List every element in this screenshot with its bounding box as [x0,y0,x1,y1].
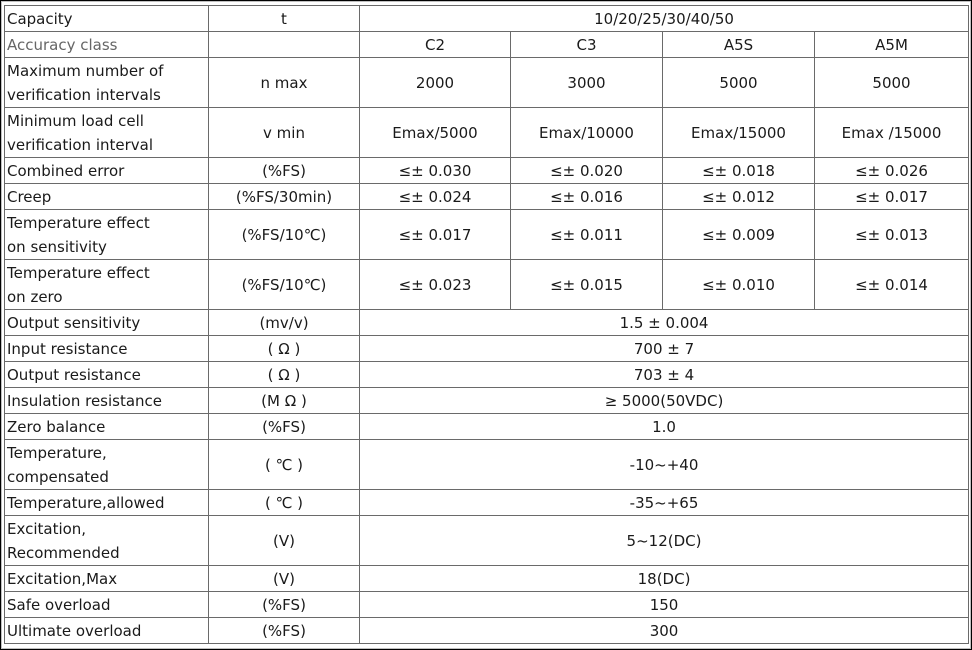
spec-row-value: 700 ± 7 [360,336,969,362]
label-line: Temperature effect [7,213,150,232]
spec-row-unit: (V) [209,516,360,566]
label-line: on zero [7,287,63,306]
label-line: Excitation, [7,519,87,538]
label-line: Output resistance [7,365,141,384]
label-line: Temperature effect [7,263,150,282]
capacity-row [5,6,969,32]
spec-row-value: ≤± 0.023 [360,260,511,310]
spec-row-value: ≥ 5000(50VDC) [360,388,969,414]
spec-row-value: Emax/10000 [511,108,663,158]
spec-row-unit: (%FS) [209,414,360,440]
spec-row-value: ≤± 0.017 [815,184,969,210]
spec-row-value: 2000 [360,58,511,108]
spec-row-label [5,210,209,260]
spec-row-value: 300 [360,618,969,644]
spec-row [5,108,969,158]
spec-row-label [5,618,209,644]
label-line: Output sensitivity [7,313,141,332]
label-line: verification interval [7,135,154,154]
spec-row-label [5,310,209,336]
load-cell-spec-table [4,5,969,644]
spec-row-value: ≤± 0.010 [663,260,815,310]
spec-row-label [5,336,209,362]
spec-row-label [5,516,209,566]
spec-row-label [5,362,209,388]
spec-row-unit: ( Ω ) [209,336,360,362]
spec-row-unit: ( Ω ) [209,362,360,388]
spec-row-value: ≤± 0.026 [815,158,969,184]
accuracy-class-a5m: A5M [815,32,969,58]
spec-row-unit: v min [209,108,360,158]
accuracy-class-unit [209,32,360,58]
label-line: compensated [7,467,109,486]
spec-row-label [5,158,209,184]
spec-row-value: 150 [360,592,969,618]
spec-row [5,440,969,490]
spec-row [5,58,969,108]
spec-row-value: 1.0 [360,414,969,440]
spec-row [5,310,969,336]
spec-row-unit: (%FS) [209,618,360,644]
spec-table-body [5,6,969,644]
spec-row-unit: (M Ω ) [209,388,360,414]
accuracy-class-c2: C2 [360,32,511,58]
spec-row-label [5,388,209,414]
spec-row-value: 5~12(DC) [360,516,969,566]
spec-row-value: ≤± 0.012 [663,184,815,210]
spec-row-label [5,566,209,592]
label-line: Excitation,Max [7,569,118,588]
spec-row [5,210,969,260]
accuracy-class-label: Accuracy class [5,32,209,58]
spec-row-unit: (%FS) [209,592,360,618]
spec-row-value: ≤± 0.024 [360,184,511,210]
spec-row [5,388,969,414]
spec-row-value: Emax /15000 [815,108,969,158]
spec-row [5,260,969,310]
accuracy-class-c3: C3 [511,32,663,58]
spec-row-unit: (%FS/30min) [209,184,360,210]
spec-row-label [5,58,209,108]
label-line: Combined error [7,161,125,180]
spec-row-unit: (%FS/10℃) [209,260,360,310]
spec-row-value: ≤± 0.015 [511,260,663,310]
spec-row [5,336,969,362]
label-line: Maximum number of [7,61,164,80]
label-line: Ultimate overload [7,621,142,640]
spec-row-value: 5000 [663,58,815,108]
spec-row-unit: ( ℃ ) [209,490,360,516]
spec-row-value: ≤± 0.030 [360,158,511,184]
spec-row-label [5,490,209,516]
spec-row [5,362,969,388]
spec-row-value: Emax/5000 [360,108,511,158]
label-line: Recommended [7,543,120,562]
spec-row [5,184,969,210]
spec-row-unit: (V) [209,566,360,592]
spec-row [5,592,969,618]
spec-row-value: -35~+65 [360,490,969,516]
spec-row [5,490,969,516]
spec-row-value: 18(DC) [360,566,969,592]
capacity-label: Capacity [5,6,209,32]
spec-row-label [5,260,209,310]
capacity-value: 10/20/25/30/40/50 [360,6,969,32]
spec-row-value: 1.5 ± 0.004 [360,310,969,336]
spec-row [5,414,969,440]
spec-row-label [5,440,209,490]
spec-row-value: ≤± 0.017 [360,210,511,260]
label-line: Input resistance [7,339,128,358]
spec-row-label [5,108,209,158]
label-line: Safe overload [7,595,111,614]
label-line: on sensitivity [7,237,107,256]
spec-row-value: ≤± 0.014 [815,260,969,310]
spec-row-unit: (mv/v) [209,310,360,336]
spec-row-value: ≤± 0.016 [511,184,663,210]
spec-row-value: ≤± 0.018 [663,158,815,184]
spec-row [5,618,969,644]
spec-row-unit: ( ℃ ) [209,440,360,490]
accuracy-class-a5s: A5S [663,32,815,58]
label-line: Temperature,allowed [7,493,165,512]
capacity-unit: t [209,6,360,32]
label-line: Zero balance [7,417,106,436]
spec-row-value: Emax/15000 [663,108,815,158]
spec-row-value: 3000 [511,58,663,108]
spec-row-unit: (%FS) [209,158,360,184]
spec-row-unit: (%FS/10℃) [209,210,360,260]
spec-row-unit: n max [209,58,360,108]
spec-row [5,566,969,592]
spec-row-value: 703 ± 4 [360,362,969,388]
spec-row-value: 5000 [815,58,969,108]
spec-row-value: ≤± 0.020 [511,158,663,184]
label-line: Creep [7,187,52,206]
spec-row-value: ≤± 0.009 [663,210,815,260]
label-line: Insulation resistance [7,391,163,410]
spec-row-value: ≤± 0.013 [815,210,969,260]
spec-row [5,158,969,184]
label-line: verification intervals [7,85,161,104]
spec-row-label [5,184,209,210]
label-line: Temperature, [7,443,107,462]
spec-row-value: -10~+40 [360,440,969,490]
spec-row-label [5,592,209,618]
label-line: Minimum load cell [7,111,144,130]
spec-row-label [5,414,209,440]
accuracy-class-row [5,32,969,58]
spec-row [5,516,969,566]
spec-row-value: ≤± 0.011 [511,210,663,260]
